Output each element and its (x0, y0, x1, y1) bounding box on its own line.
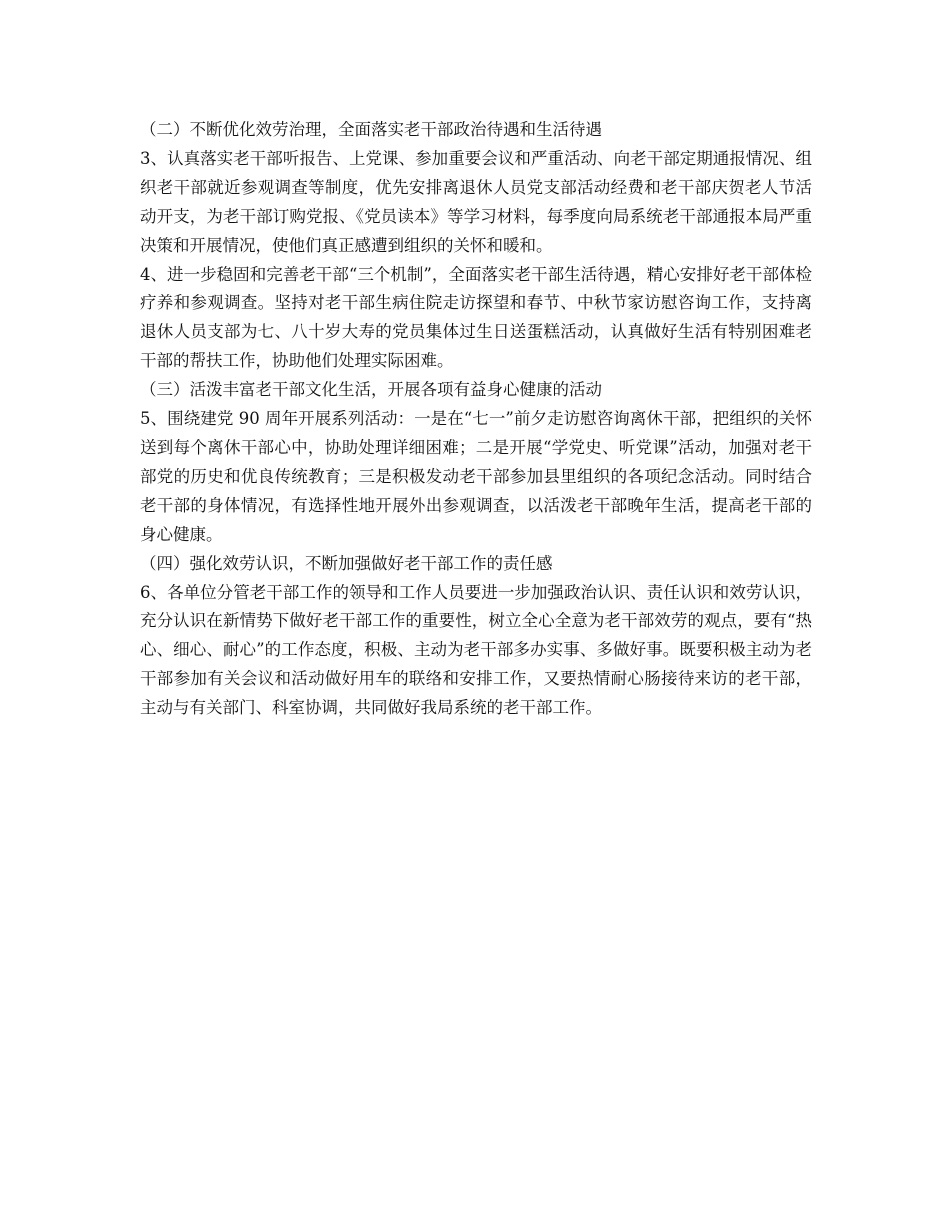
section-heading-4: （四）强化效劳认识，不断加强做好老干部工作的责任感 (140, 553, 553, 573)
section-heading-3: （三）活泼丰富老干部文化生活，开展各项有益身心健康的活动 (140, 380, 602, 400)
section-heading-2: （二）不断优化效劳治理，全面落实老干部政治待遇和生活待遇 (140, 120, 602, 139)
paragraph-item-4: 4、进一步稳固和完善老干部“三个机制”，全面落实老干部生活待遇，精心安排好老干部体检疗养和参观调查。坚持对老干部生病住院走访探望和春节、中秋节家访慰咨询工作，支持离退休人员支部为七、八十岁大寿的党员集体过生日送蛋糕活动，认真做好生活有特别困难老干部的帮扶工作，协助他们处理实际困难。 (140, 264, 812, 371)
paragraph-item-6: 6、各单位分管老干部工作的领导和工作人员要进一步加强政治认识、责任认识和效劳认识，充分认识在新情势下做好老干部工作的重要性，树立全心全意为老干部效劳的观点，要有“热心、细心、耐心”的工作态度，积极、主动为老干部多办实事、多做好事。既要积极主动为老干部参加有关会议和活动做好用车的联络和安排工作，又要热情耐心肠接待来访的老干部，主动与有关部门、科室协调，共同做好我局系统的老干部工作。 (140, 582, 812, 718)
paragraph-item-5: 5、围绕建党 90 周年开展系列活动：一是在“七一”前夕走访慰咨询离休干部，把组织的关怀送到每个离休干部心中，协助处理详细困难；二是开展“学党史、听党课”活动，加强对老干部党的历史和优良传统教育；三是积极发动老干部参加县里组织的各项纪念活动。同时结合老干部的身体情况，有选择性地开展外出参观调查，以活泼老干部晚年生活，提高老干部的身心健康。 (140, 409, 812, 544)
paragraph-item-3: 3、认真落实老干部听报告、上党课、参加重要会议和严重活动、向老干部定期通报情况、组织老干部就近参观调查等制度，优先安排离退休人员党支部活动经费和老干部庆贺老人节活动开支，为老干部订购党报、《党员读本》等学习材料，每季度向局系统老干部通报本局严重决策和开展情况，使他们真正感遭到组织的关怀和暖和。 (140, 148, 812, 255)
document-body (140, 116, 812, 723)
